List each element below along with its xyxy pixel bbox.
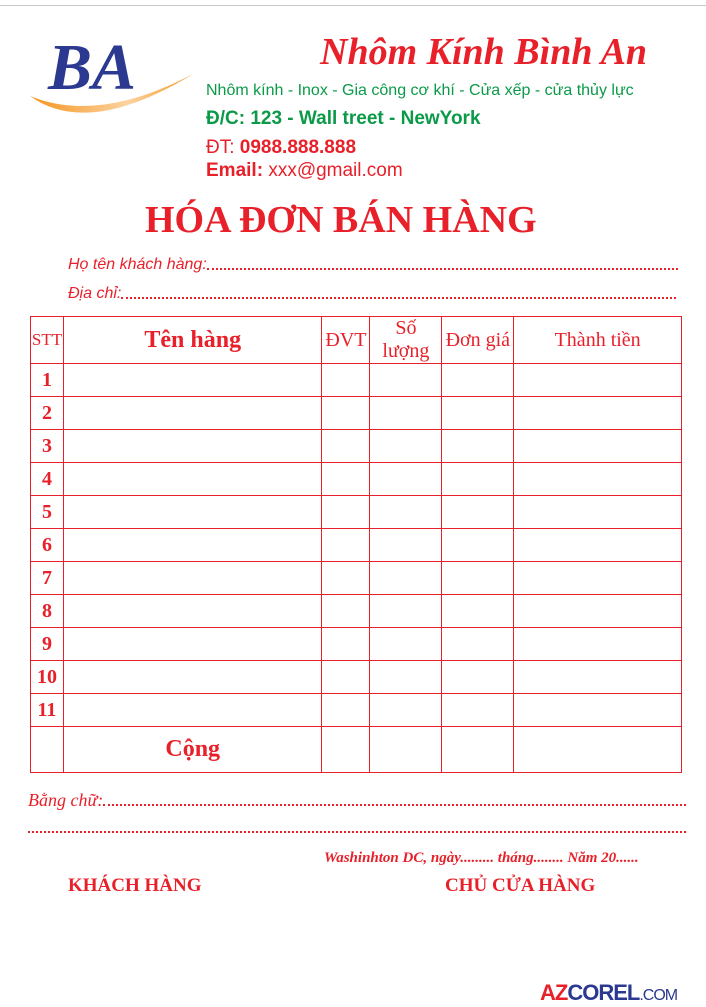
header-unit-price: Đơn giá bbox=[442, 317, 514, 364]
cell-amount[interactable] bbox=[514, 364, 682, 397]
company-services: Nhôm kính - Inox - Gia công cơ khí - Cửa xếp - cửa thủy lực bbox=[206, 82, 634, 99]
total-label: Cộng bbox=[63, 727, 321, 773]
header-item-name: Tên hàng bbox=[63, 317, 321, 364]
cell-amount[interactable] bbox=[514, 694, 682, 727]
top-divider bbox=[0, 5, 706, 6]
row-number: 8 bbox=[31, 595, 64, 628]
total-row bbox=[31, 727, 682, 773]
cell-quantity[interactable] bbox=[370, 364, 442, 397]
cell-unit-price[interactable] bbox=[442, 562, 514, 595]
logo-text: BA bbox=[48, 31, 137, 104]
email-value: xxx@gmail.com bbox=[268, 160, 403, 181]
row-number: 1 bbox=[31, 364, 64, 397]
company-email bbox=[206, 160, 403, 182]
cell-item-name[interactable] bbox=[63, 661, 321, 694]
cell-unit-price[interactable] bbox=[442, 430, 514, 463]
cell-unit-price[interactable] bbox=[442, 496, 514, 529]
cell-unit[interactable] bbox=[322, 562, 370, 595]
row-number: 9 bbox=[31, 628, 64, 661]
date-line: Washinhton DC, ngày......... tháng........ Năm 20...... bbox=[324, 850, 639, 866]
customer-name-label: Họ tên khách hàng: bbox=[68, 256, 207, 273]
row-number: 6 bbox=[31, 529, 64, 562]
cell-unit[interactable] bbox=[322, 364, 370, 397]
company-phone bbox=[206, 137, 356, 159]
azcorel-watermark bbox=[540, 980, 677, 1006]
cell-item-name[interactable] bbox=[63, 463, 321, 496]
row-number: 4 bbox=[31, 463, 64, 496]
in-words-field-2[interactable] bbox=[28, 830, 686, 833]
cell-unit[interactable] bbox=[322, 661, 370, 694]
cell-quantity[interactable] bbox=[370, 529, 442, 562]
cell-item-name[interactable] bbox=[63, 595, 321, 628]
cell-unit[interactable] bbox=[322, 628, 370, 661]
watermark-corel: COREL bbox=[567, 980, 640, 1005]
customer-address-field[interactable] bbox=[121, 285, 676, 299]
phone-label: ĐT: bbox=[206, 137, 235, 158]
cell-amount[interactable] bbox=[514, 463, 682, 496]
row-number: 2 bbox=[31, 397, 64, 430]
header-quantity: Số lượng bbox=[370, 317, 442, 364]
table-row bbox=[31, 661, 682, 694]
cell-quantity[interactable] bbox=[370, 430, 442, 463]
cell-unit-price[interactable] bbox=[442, 727, 514, 773]
table-row bbox=[31, 694, 682, 727]
invoice-title: HÓA ĐƠN BÁN HÀNG bbox=[145, 199, 537, 241]
cell-amount[interactable] bbox=[514, 397, 682, 430]
cell-unit-price[interactable] bbox=[442, 529, 514, 562]
cell-unit-price[interactable] bbox=[442, 463, 514, 496]
cell-unit-price[interactable] bbox=[442, 595, 514, 628]
cell-amount[interactable] bbox=[514, 562, 682, 595]
signature-owner: CHỦ CỬA HÀNG bbox=[445, 875, 596, 896]
cell-quantity[interactable] bbox=[370, 661, 442, 694]
row-number: 7 bbox=[31, 562, 64, 595]
cell-quantity[interactable] bbox=[370, 496, 442, 529]
cell-unit[interactable] bbox=[322, 463, 370, 496]
in-words-label: Bằng chữ: bbox=[28, 790, 104, 810]
table-header-row bbox=[31, 317, 682, 364]
cell-unit[interactable] bbox=[322, 529, 370, 562]
row-number: 11 bbox=[31, 694, 64, 727]
cell-unit[interactable] bbox=[322, 727, 370, 773]
company-address: Đ/C: 123 - Wall treet - NewYork bbox=[206, 108, 481, 129]
customer-name-line bbox=[68, 256, 678, 274]
customer-name-field[interactable] bbox=[207, 256, 678, 270]
table-row bbox=[31, 430, 682, 463]
table-row bbox=[31, 562, 682, 595]
cell-quantity[interactable] bbox=[370, 463, 442, 496]
in-words-field[interactable] bbox=[103, 790, 686, 806]
cell-unit-price[interactable] bbox=[442, 397, 514, 430]
cell-quantity[interactable] bbox=[370, 694, 442, 727]
cell-item-name[interactable] bbox=[63, 562, 321, 595]
cell-amount[interactable] bbox=[514, 628, 682, 661]
customer-address-label: Địa chỉ: bbox=[68, 285, 122, 302]
row-number: 10 bbox=[31, 661, 64, 694]
cell-unit[interactable] bbox=[322, 397, 370, 430]
watermark-com: .COM bbox=[639, 987, 678, 1004]
cell-item-name[interactable] bbox=[63, 397, 321, 430]
table-row bbox=[31, 496, 682, 529]
row-number: 3 bbox=[31, 430, 64, 463]
cell-amount[interactable] bbox=[514, 595, 682, 628]
cell-item-name[interactable] bbox=[63, 628, 321, 661]
cell-unit[interactable] bbox=[322, 595, 370, 628]
phone-value: 0988.888.888 bbox=[239, 137, 357, 158]
cell-item-name[interactable] bbox=[63, 694, 321, 727]
table-row bbox=[31, 397, 682, 430]
company-name: Nhôm Kính Bình An bbox=[320, 31, 648, 73]
cell-item-name[interactable] bbox=[63, 430, 321, 463]
cell-unit-price[interactable] bbox=[442, 661, 514, 694]
cell-stt bbox=[31, 727, 64, 773]
cell-total-amount[interactable] bbox=[514, 727, 682, 773]
cell-unit-price[interactable] bbox=[442, 694, 514, 727]
cell-amount[interactable] bbox=[514, 496, 682, 529]
cell-quantity[interactable] bbox=[370, 397, 442, 430]
row-number: 5 bbox=[31, 496, 64, 529]
cell-amount[interactable] bbox=[514, 661, 682, 694]
table-row bbox=[31, 364, 682, 397]
cell-unit-price[interactable] bbox=[442, 628, 514, 661]
cell-item-name[interactable] bbox=[63, 529, 321, 562]
header-stt: STT bbox=[31, 317, 64, 364]
cell-quantity[interactable] bbox=[370, 595, 442, 628]
company-logo bbox=[28, 31, 198, 133]
cell-item-name[interactable] bbox=[63, 496, 321, 529]
cell-unit[interactable] bbox=[322, 496, 370, 529]
cell-quantity[interactable] bbox=[370, 727, 442, 773]
cell-unit-price[interactable] bbox=[442, 364, 514, 397]
watermark-az: AZ bbox=[540, 980, 568, 1005]
table-row bbox=[31, 463, 682, 496]
in-words-line bbox=[28, 790, 686, 811]
cell-amount[interactable] bbox=[514, 430, 682, 463]
cell-quantity[interactable] bbox=[370, 562, 442, 595]
email-label: Email: bbox=[206, 160, 264, 181]
cell-unit[interactable] bbox=[322, 430, 370, 463]
cell-item-name[interactable] bbox=[63, 364, 321, 397]
table-row bbox=[31, 529, 682, 562]
cell-unit[interactable] bbox=[322, 694, 370, 727]
header-amount: Thành tiền bbox=[514, 317, 682, 364]
cell-amount[interactable] bbox=[514, 529, 682, 562]
table-row bbox=[31, 595, 682, 628]
customer-address-line bbox=[68, 285, 676, 303]
signature-customer: KHÁCH HÀNG bbox=[68, 875, 202, 896]
table-row bbox=[31, 628, 682, 661]
cell-quantity[interactable] bbox=[370, 628, 442, 661]
items-table bbox=[30, 316, 682, 773]
header-unit: ĐVT bbox=[322, 317, 370, 364]
